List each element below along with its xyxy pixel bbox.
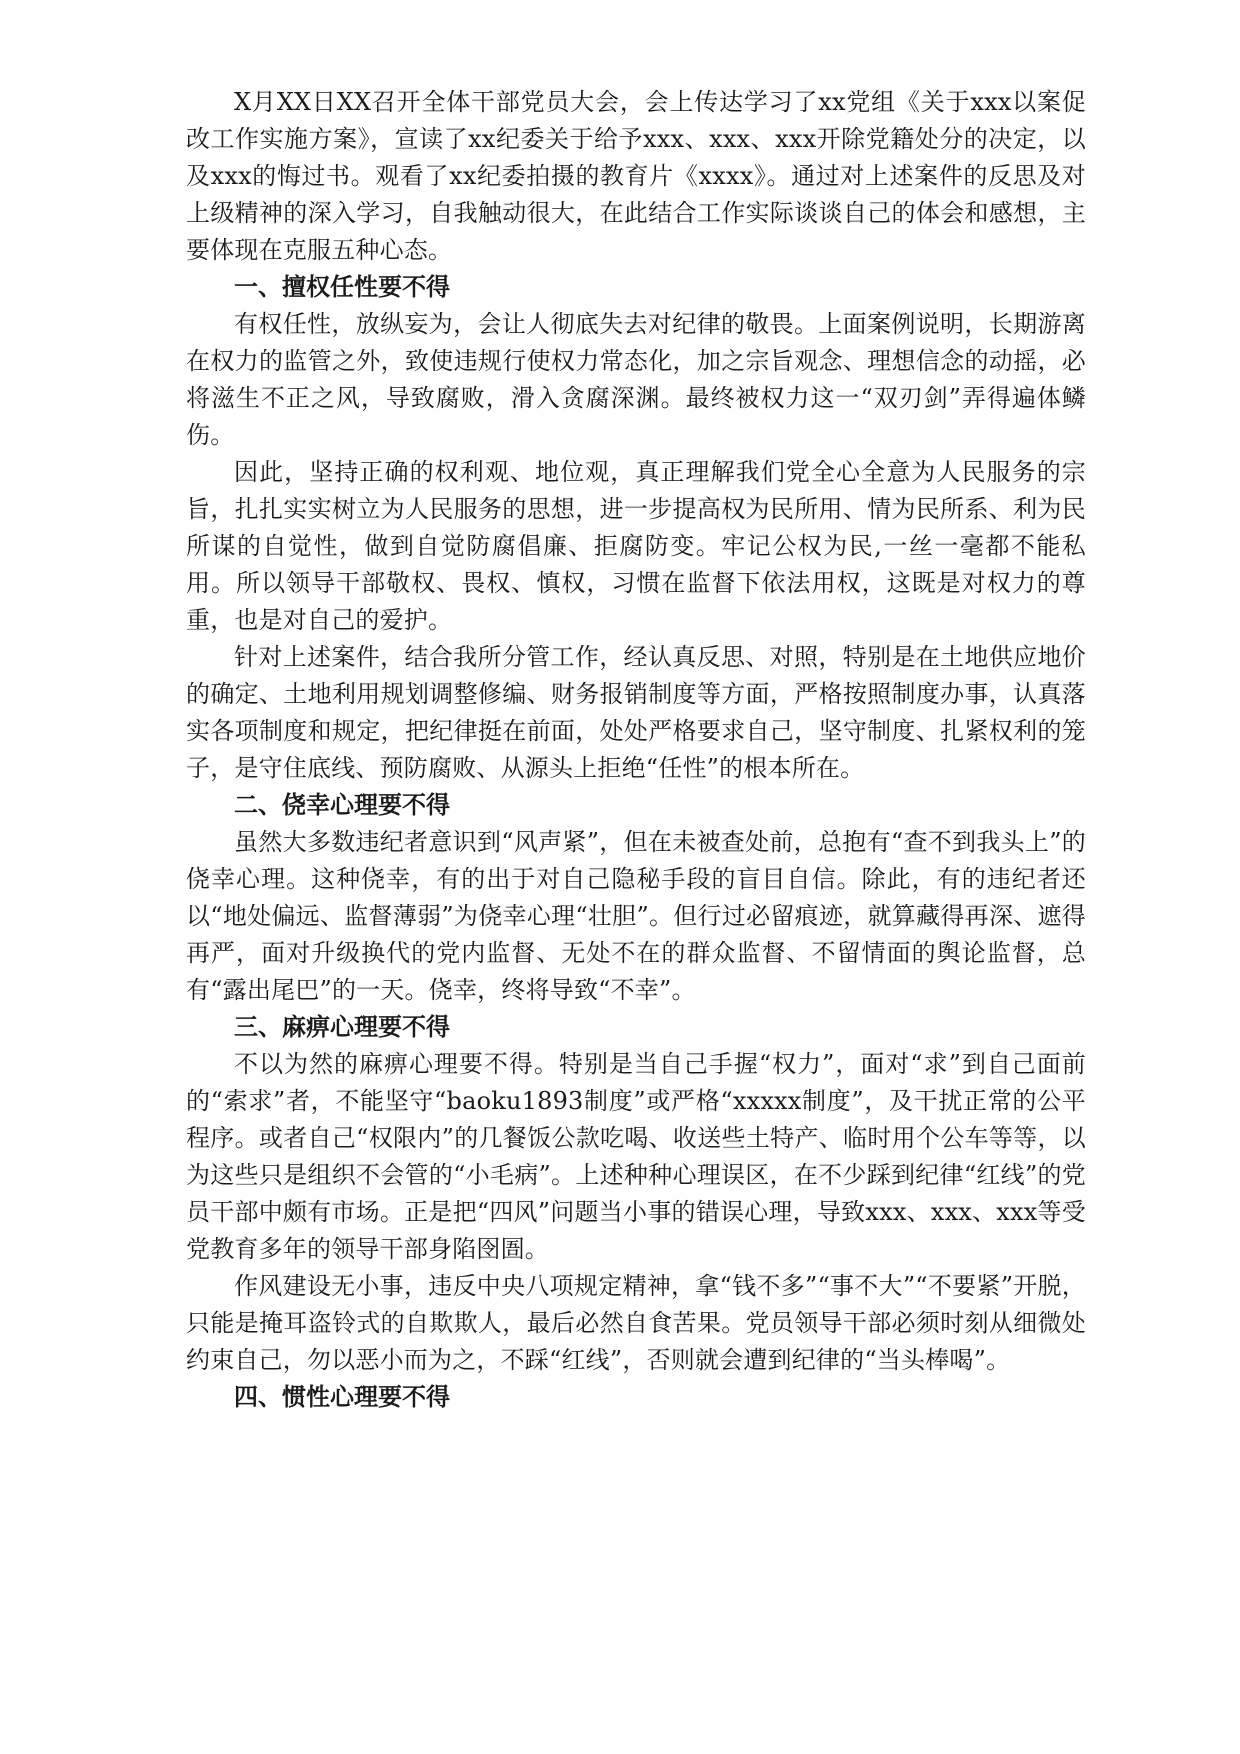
paragraph-section-2: 虽然大多数违纪者意识到“风声紧”，但在未被查处前，总抱有“查不到我头上”的侥幸心理。这种侥幸，有的出于对自己隐秘手段的盲目自信。除此，有的违纪者还以“地处偏远、监督薄弱”为侥幸心理“壮胆”。但行过必留痕迹，就算藏得再深、遮得再严，面对升级换代的党内监督、无处不在的群众监督、不留情面的舆论监督，总有“露出尾巴”的一天。侥幸，终将导致“不幸”。 [186,828,1086,1004]
heading-section-4: 四、惯性心理要不得 [234,1383,450,1411]
paragraph-section-1-a: 有权任性，放纵妄为，会让人彻底失去对纪律的敬畏。上面案例说明，长期游离在权力的监管之外，致使违规行使权力常态化，加之宗旨观念、理想信念的动摇，必将滋生不正之风，导致腐败，滑入贪腐深渊。最终被权力这一“双刃剑”弄得遍体鳞伤。 [186,310,1086,449]
paragraph-intro: X月XX日XX召开全体干部党员大会，会上传达学习了xx党组《关于xxx以案促改工作实施方案》，宣读了xx纪委关于给予xxx、xxx、xxx开除党籍处分的决定，以及xxx的悔过书。观看了xx纪委拍摄的教育片《xxxx》。通过对上述案件的反思及对上级精神的深入学习，自我触动很大，在此结合工作实际谈谈自己的体会和感想，主要体现在克服五种心态。 [186,88,1086,264]
paragraph-section-3-b: 作风建设无小事，违反中央八项规定精神，拿“钱不多”“事不大”“不要紧”开脱，只能是掩耳盗铃式的自欺欺人，最后必然自食苦果。党员领导干部必须时刻从细微处约束自己，勿以恶小而为之，不踩“红线”，否则就会遭到纪律的“当头棒喝”。 [186,1272,1086,1374]
heading-section-2: 二、侥幸心理要不得 [234,791,450,819]
paragraph-section-3-a: 不以为然的麻痹心理要不得。特别是当自己手握“权力”，面对“求”到自己面前的“索求”者，不能坚守“baoku1893制度”或严格“xxxxx制度”，及干扰正常的公平程序。或者自己“权限内”的几餐饭公款吃喝、收送些土特产、临时用个公车等等，以为这些只是组织不会管的“小毛病”。上述种种心理误区，在不少踩到纪律“红线”的党员干部中颇有市场。正是把“四风”问题当小事的错误心理，导致xxx、xxx、xxx等受党教育多年的领导干部身陷囹圄。 [186,1050,1086,1263]
heading-section-3: 三、麻痹心理要不得 [234,1013,450,1041]
paragraph-section-1-c: 针对上述案件，结合我所分管工作，经认真反思、对照，特别是在土地供应地价的确定、土地利用规划调整修编、财务报销制度等方面，严格按照制度办事，认真落实各项制度和规定，把纪律挺在前面，处处严格要求自己，坚守制度、扎紧权利的笼子，是守住底线、预防腐败、从源头上拒绝“任性”的根本所在。 [186,643,1086,782]
heading-section-1: 一、擅权任性要不得 [234,273,450,301]
document-page [186,84,1086,1416]
paragraph-section-1-b: 因此，坚持正确的权利观、地位观，真正理解我们党全心全意为人民服务的宗旨，扎扎实实树立为人民服务的思想，进一步提高权为民所用、情为民所系、利为民所谋的自觉性，做到自觉防腐倡廉、拒腐防变。牢记公权为民,一丝一毫都不能私用。所以领导干部敬权、畏权、慎权，习惯在监督下依法用权，这既是对权力的尊重，也是对自己的爱护。 [186,458,1086,634]
